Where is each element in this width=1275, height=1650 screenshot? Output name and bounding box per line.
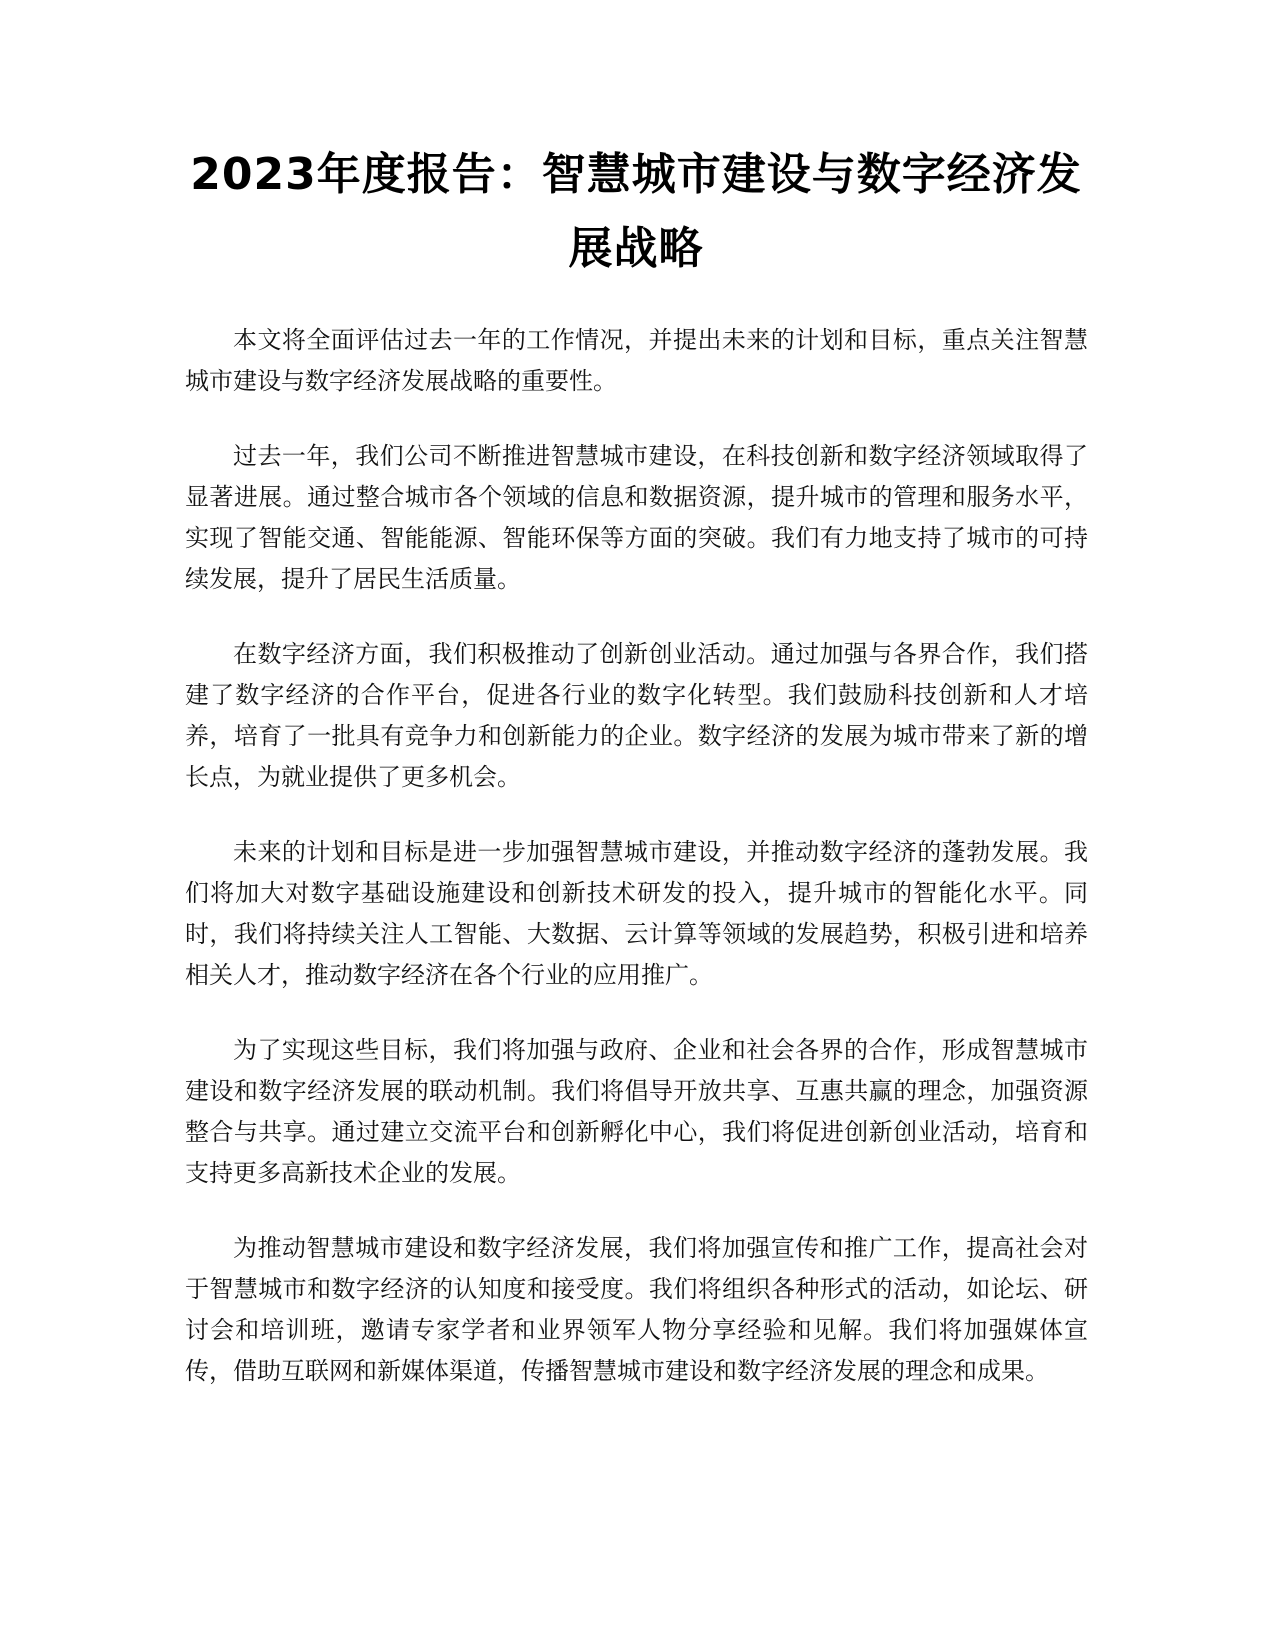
document-title: 2023年度报告：智慧城市建设与数字经济发展战略 [190, 149, 1082, 274]
paragraph-past-year: 过去一年，我们公司不断推进智慧城市建设，在科技创新和数字经济领域取得了显著进展。通过整合城市各个领域的信息和数据资源，提升城市的管理和服务水平，实现了智能交通、智能能源、智能环保等方面的突破。我们有力地支持了城市的可持续发展，提升了居民生活质量。 [185, 442, 1088, 593]
document-body [185, 320, 1088, 1426]
paragraph-intro: 本文将全面评估过去一年的工作情况，并提出未来的计划和目标，重点关注智慧城市建设与数字经济发展战略的重要性。 [185, 326, 1088, 395]
paragraph-cooperation: 为了实现这些目标，我们将加强与政府、企业和社会各界的合作，形成智慧城市建设和数字经济发展的联动机制。我们将倡导开放共享、互惠共赢的理念，加强资源整合与共享。通过建立交流平台和创新孵化中心，我们将促进创新创业活动，培育和支持更多高新技术企业的发展。 [185, 1036, 1088, 1187]
paragraph-digital-economy: 在数字经济方面，我们积极推动了创新创业活动。通过加强与各界合作，我们搭建了数字经济的合作平台，促进各行业的数字化转型。我们鼓励科技创新和人才培养，培育了一批具有竞争力和创新能力的企业。数字经济的发展为城市带来了新的增长点，为就业提供了更多机会。 [185, 640, 1088, 791]
paragraph-promotion: 为推动智慧城市建设和数字经济发展，我们将加强宣传和推广工作，提高社会对于智慧城市和数字经济的认知度和接受度。我们将组织各种形式的活动，如论坛、研讨会和培训班，邀请专家学者和业界领军人物分享经验和见解。我们将加强媒体宣传，借助互联网和新媒体渠道，传播智慧城市建设和数字经济发展的理念和成果。 [185, 1234, 1088, 1385]
paragraph-future-plans: 未来的计划和目标是进一步加强智慧城市建设，并推动数字经济的蓬勃发展。我们将加大对数字基础设施建设和创新技术研发的投入，提升城市的智能化水平。同时，我们将持续关注人工智能、大数据、云计算等领域的发展趋势，积极引进和培养相关人才，推动数字经济在各个行业的应用推广。 [185, 838, 1088, 989]
